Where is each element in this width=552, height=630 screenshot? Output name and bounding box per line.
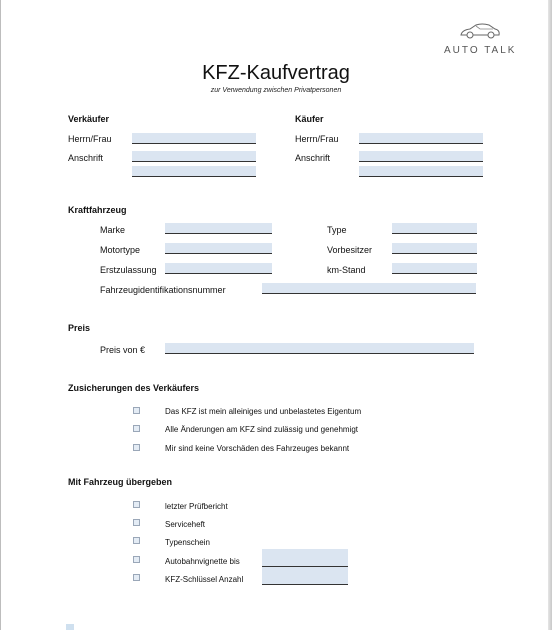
handover-heading: Mit Fahrzeug übergeben	[68, 477, 173, 487]
previous-owner-label: Vorbesitzer	[327, 245, 373, 255]
assurance-item-1: Das KFZ ist mein alleiniges und unbelastetes Eigentum	[165, 407, 362, 416]
price-heading: Preis	[68, 323, 91, 333]
handover-checkbox-3[interactable]	[133, 537, 140, 544]
seller-address-field-1[interactable]	[132, 151, 256, 162]
handover-checkbox-4[interactable]	[133, 556, 140, 563]
previous-owner-field[interactable]	[392, 243, 477, 254]
mileage-label: km-Stand	[327, 265, 366, 275]
type-label: Type	[327, 225, 347, 235]
handover-item-2: Serviceheft	[165, 520, 206, 529]
handover-item-1: letzter Prüfbericht	[165, 502, 228, 511]
seller-address-field-2[interactable]	[132, 166, 256, 177]
buyer-address-field-2[interactable]	[359, 166, 483, 177]
handover-checkbox-1[interactable]	[133, 501, 140, 508]
car-outline-icon	[458, 20, 502, 40]
seller-address-label: Anschrift	[68, 153, 104, 163]
vin-field[interactable]	[262, 283, 476, 294]
assurance-checkbox-1[interactable]	[133, 407, 140, 414]
mileage-field[interactable]	[392, 263, 477, 274]
buyer-name-label: Herrn/Frau	[295, 134, 339, 144]
brand-label: Marke	[100, 225, 126, 235]
handover-item-5: KFZ-Schlüssel Anzahl	[165, 575, 244, 584]
buyer-name-field[interactable]	[359, 133, 483, 144]
price-label: Preis von €	[100, 345, 146, 355]
assurance-item-3: Mir sind keine Vorschäden des Fahrzeuges bekannt	[165, 444, 350, 453]
buyer-address-field-1[interactable]	[359, 151, 483, 162]
buyer-heading: Käufer	[295, 114, 324, 124]
page-edge-shadow	[548, 0, 552, 630]
assurances-heading: Zusicherungen des Verkäufers	[68, 383, 200, 393]
assurance-item-2: Alle Änderungen am KFZ sind zulässig und genehmigt	[165, 425, 358, 434]
logo-text: AUTO TALK	[444, 45, 517, 56]
vignette-field[interactable]	[262, 549, 348, 567]
handover-checkbox-5[interactable]	[133, 574, 140, 581]
seller-name-label: Herrn/Frau	[68, 134, 112, 144]
page-title: KFZ-Kaufvertrag	[202, 62, 350, 84]
vehicle-heading: Kraftfahrzeug	[68, 205, 127, 215]
seller-heading: Verkäufer	[68, 114, 110, 124]
engine-field[interactable]	[165, 243, 272, 254]
next-page-marker	[66, 624, 74, 630]
handover-item-3: Typenschein	[165, 538, 210, 547]
registration-field[interactable]	[165, 263, 272, 274]
vin-label: Fahrzeugidentifikationsnummer	[100, 285, 226, 295]
engine-label: Motortype	[100, 245, 141, 255]
key-count-field[interactable]	[262, 567, 348, 585]
assurance-checkbox-2[interactable]	[133, 425, 140, 432]
assurance-checkbox-3[interactable]	[133, 444, 140, 451]
buyer-address-label: Anschrift	[295, 153, 331, 163]
price-field[interactable]	[165, 343, 474, 354]
brand-field[interactable]	[165, 223, 272, 234]
handover-checkbox-2[interactable]	[133, 519, 140, 526]
page-subtitle: zur Verwendung zwischen Privatpersonen	[210, 87, 342, 94]
type-field[interactable]	[392, 223, 477, 234]
registration-label: Erstzulassung	[100, 265, 157, 275]
handover-item-4: Autobahnvignette bis	[165, 557, 240, 566]
seller-name-field[interactable]	[132, 133, 256, 144]
